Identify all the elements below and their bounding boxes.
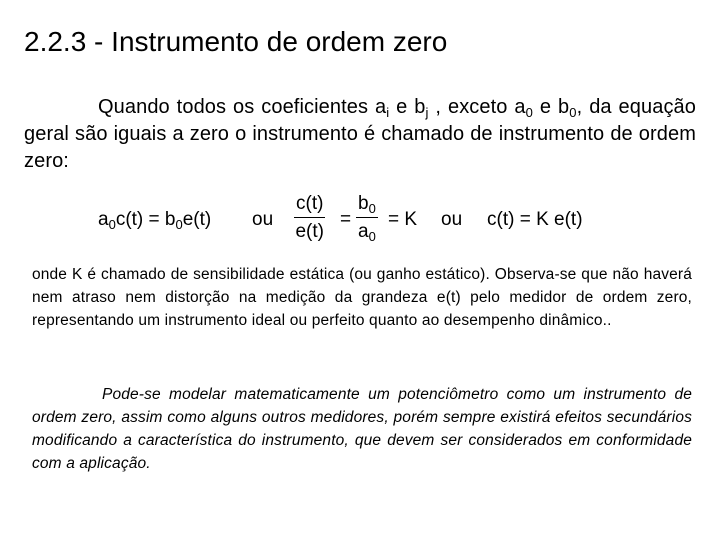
eq-mid: c(t) = b	[115, 209, 176, 230]
para1-text-3: , exceto a	[428, 96, 526, 118]
equation-ou-2: ou	[441, 209, 463, 230]
para1-sub-b0: 0	[569, 105, 577, 120]
eq-b-sub: 0	[175, 217, 183, 232]
equation-equals: =	[340, 209, 352, 230]
intro-paragraph	[24, 94, 696, 175]
fraction-denominator: e(t)	[295, 221, 324, 242]
a-symbol: a	[358, 221, 369, 242]
eq-a: a	[98, 209, 109, 230]
fraction-b0-over-a0	[356, 193, 378, 243]
b-symbol: b	[358, 193, 369, 214]
eq-end: e(t)	[182, 209, 212, 230]
eq-a-sub: 0	[108, 217, 116, 232]
a-sub: 0	[368, 229, 376, 244]
fraction-numerator-b0	[356, 193, 378, 218]
fraction-numerator: c(t)	[294, 193, 325, 218]
equation-part1	[98, 209, 211, 231]
equation-part3: c(t) = K e(t)	[487, 209, 583, 230]
para1-text-5: , da equação geral são iguais a zero o instrumento é chamado de instrumento de ordem zero:	[24, 96, 696, 172]
para1-text-1: Quando todos os coeficientes a	[98, 96, 387, 118]
para1-sub-j: j	[425, 105, 429, 120]
para1-text-2: e b	[389, 96, 426, 118]
fraction-c-over-e	[294, 193, 325, 243]
para3-text: Pode-se modelar matematicamente um potenciômetro como um instrumento de ordem zero, assim como alguns outros medidores, porém sempre existirá efeitos secundários modificando a característica do instrumento, que devem ser considerados em conformidade com a aplicação.	[32, 386, 692, 472]
fraction-denominator-a0	[358, 218, 376, 243]
para1-sub-a0: 0	[525, 105, 533, 120]
equation-equals-k: = K	[388, 209, 418, 230]
para1-text-4: e b	[533, 96, 570, 118]
para1-sub-i: i	[386, 105, 390, 120]
page-title: 2.2.3 - Instrumento de ordem zero	[24, 26, 448, 57]
equation-block	[98, 193, 608, 251]
equation-ou-1: ou	[252, 209, 274, 230]
b-sub: 0	[368, 201, 376, 216]
potentiometer-paragraph	[32, 383, 692, 475]
sensitivity-paragraph: onde K é chamado de sensibilidade estática (ou ganho estático). Observa-se que não haverá nem atraso nem distorção na medição da grandeza e(t) pelo medidor de ordem zero, representando um instrumento ideal ou perfeito quanto ao desempenho dinâmico..	[32, 266, 692, 329]
